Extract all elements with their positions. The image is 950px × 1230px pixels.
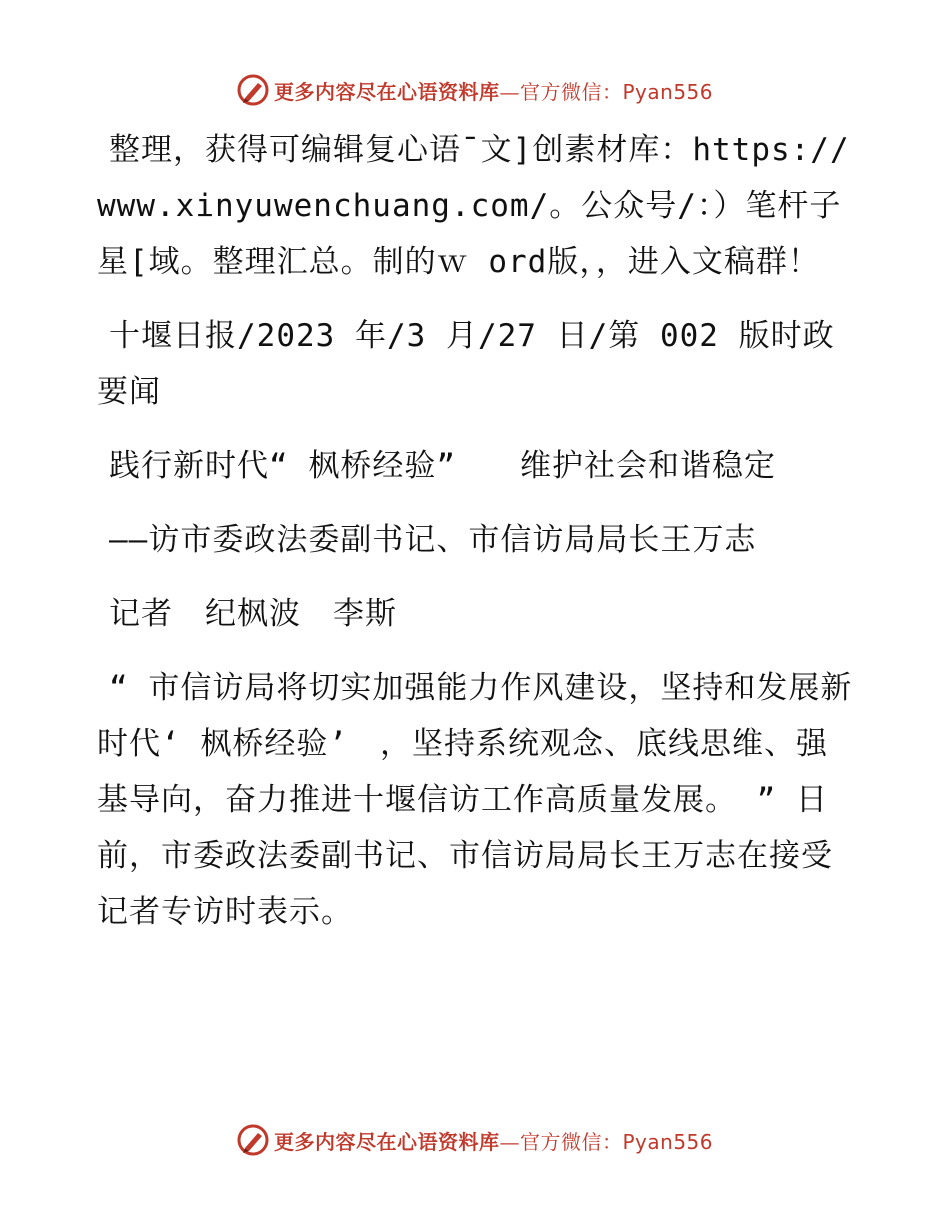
source-line: 十堰日报/2023 年/3 月/27 日/第 002 版时政要闻 xyxy=(97,318,835,410)
watermark-sub: 官方微信： xyxy=(520,1129,623,1154)
header-watermark xyxy=(236,72,713,108)
body-paragraph: “ 市信访局将切实加强能力作风建设，坚持和发展新时代‘ 枫桥经验’ ，坚持系统观念、底线思维、强基导向，奋力推进十堰信访工作高质量发展。 ” 日前，市委政法委副书记、市信访局局长王万志在接受记者专访时表示。 xyxy=(97,670,853,930)
watermark-dash: — xyxy=(499,79,520,104)
document-body xyxy=(97,122,857,940)
watermark-text xyxy=(274,1126,713,1155)
pen-logo-icon xyxy=(236,73,270,107)
watermark-text xyxy=(274,76,713,105)
pen-logo-icon xyxy=(236,1123,270,1157)
watermark-main: 更多内容尽在心语资料库 xyxy=(274,1129,500,1154)
watermark-dash: — xyxy=(499,1129,520,1154)
watermark-main: 更多内容尽在心语资料库 xyxy=(274,79,500,104)
subheadline: ——访市委政法委副书记、市信访局局长王万志 xyxy=(109,522,757,558)
watermark-sub: 官方微信： xyxy=(520,79,623,104)
watermark-id: Pyan556 xyxy=(622,1129,714,1154)
byline: 记者 纪枫波 李斯 xyxy=(109,596,397,632)
intro-paragraph: 整理，获得可编辑复心语¯文]创素材库：https://www.xinyuwenchuang.com/。公众号/：）笔杆子星[域。整理汇总。制的ｗ ord版，，进入文稿群！ xyxy=(97,132,850,280)
headline: 践行新时代“ 枫桥经验” 维护社会和谐稳定 xyxy=(109,448,776,484)
footer-watermark xyxy=(236,1122,713,1158)
watermark-id: Pyan556 xyxy=(622,79,714,104)
